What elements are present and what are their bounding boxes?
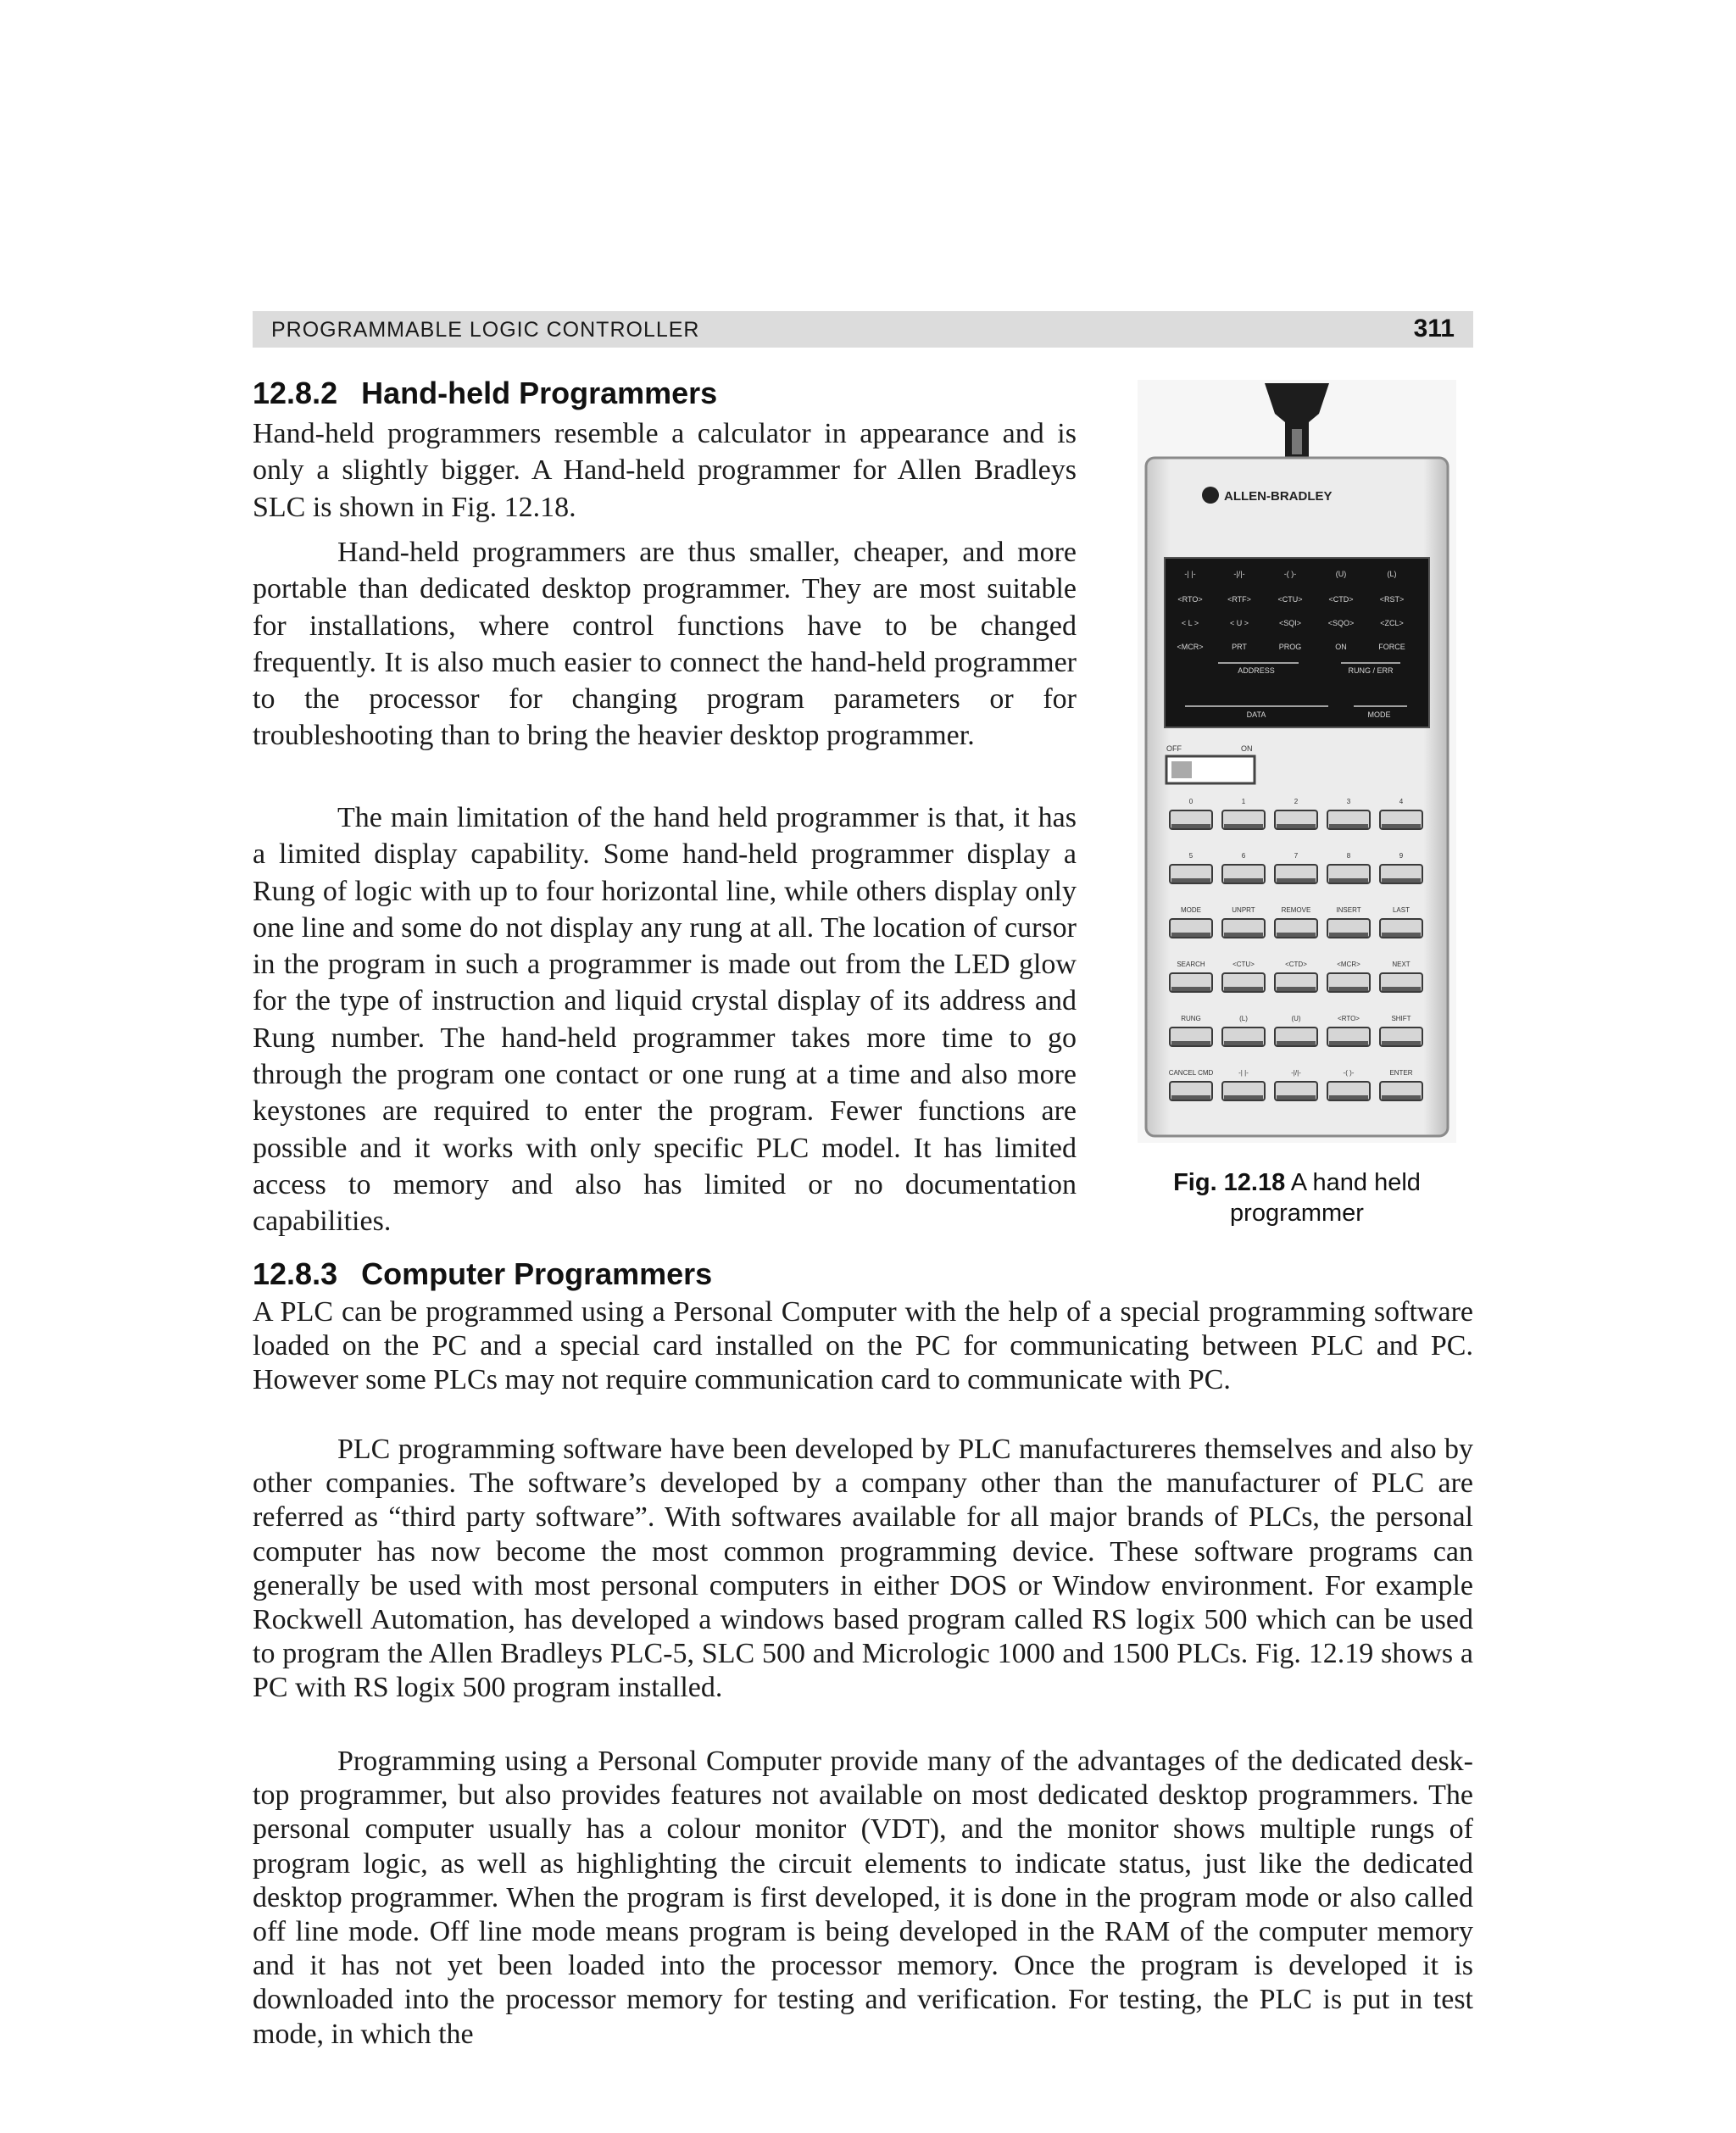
display-label: PRT	[1232, 643, 1247, 651]
key-label: <CTD>	[1285, 961, 1307, 968]
key-label: SEARCH	[1177, 961, 1205, 968]
display-label: (L)	[1387, 570, 1397, 578]
key-label: 3	[1346, 798, 1351, 805]
display-label: FORCE	[1378, 643, 1405, 651]
hand-held-programmer-image	[1138, 380, 1456, 1143]
key-label: UNPRT	[1232, 906, 1255, 914]
display-label: DATA	[1246, 710, 1266, 719]
display-label: <RTF>	[1227, 595, 1251, 604]
display-label: < L >	[1181, 619, 1199, 627]
display-label: ON	[1335, 643, 1347, 651]
display-label: ADDRESS	[1238, 666, 1275, 675]
display-label: <ZCL>	[1380, 619, 1404, 627]
key-label: 4	[1399, 798, 1404, 805]
key-label: <CTU>	[1232, 961, 1255, 968]
display-label: <SQO>	[1327, 619, 1355, 627]
key-label: SHIFT	[1391, 1015, 1411, 1022]
key-label: NEXT	[1392, 961, 1410, 968]
key-label: MODE	[1181, 906, 1201, 914]
section-heading-12-8-3	[253, 1256, 712, 1292]
display-label: <RTO>	[1177, 595, 1203, 604]
key-label: 5	[1188, 852, 1194, 860]
key-label: <RTO>	[1338, 1015, 1360, 1022]
key-label: 2	[1294, 798, 1299, 805]
key-label: RUNG	[1181, 1015, 1201, 1022]
switch-label: OFF	[1166, 744, 1182, 753]
key-label: ENTER	[1389, 1069, 1413, 1077]
display-label: (U)	[1335, 570, 1347, 578]
running-title: PROGRAMMABLE LOGIC CONTROLLER	[271, 318, 700, 342]
paragraph: Programming using a Personal Computer provide many of the advantages of the dedicated desk-top programmer, but also provides features not available on most dedicated desktop programmers. The personal computer usually has a colour monitor (VDT), and the monitor shows multiple rungs of program logic, as well as highlighting the circuit elements to indicate status, just like the dedicated desktop programmer. When the program is first developed, it is done in the program mode or also called off line mode. Off line mode means program is being developed in the RAM of the computer memory and it has not yet been loaded into the processor memory. Once the program is developed it is downloaded into the processor memory for testing and verification. For testing, the PLC is put in test mode, in which the	[253, 1746, 1473, 2050]
section-heading-12-8-2	[253, 376, 717, 411]
display-label: PROG	[1278, 643, 1302, 651]
switch-label: ON	[1241, 744, 1253, 753]
key-label: REMOVE	[1281, 906, 1311, 914]
section-title: Computer Programmers	[361, 1256, 713, 1291]
display-label: RUNG / ERR	[1348, 666, 1394, 675]
display-label: < U >	[1229, 619, 1249, 627]
key-label: <MCR>	[1337, 961, 1360, 968]
display-label: -| |-	[1184, 570, 1196, 578]
page-number: 311	[1413, 315, 1455, 343]
key-label: 6	[1241, 852, 1246, 860]
key-label: 9	[1399, 852, 1404, 860]
display-label: <CTD>	[1328, 595, 1354, 604]
display-label: <SQI>	[1278, 619, 1302, 627]
key-label: CANCEL CMD	[1168, 1069, 1214, 1077]
key-label: 8	[1346, 852, 1351, 860]
paragraph: Hand-held programmers are thus smaller, cheaper, and more portable than dedicated desktop programmer. They are most suitable for installations, where control functions have to be changed frequently. It is also much easier to connect the hand-held programmer to the processor for changing program parameters or for troubleshooting than to bring the heavier desktop programmer.	[253, 537, 1077, 752]
running-header	[253, 311, 1473, 348]
key-label: INSERT	[1336, 906, 1361, 914]
section-title: Hand-held Programmers	[361, 376, 718, 410]
section-number: 12.8.2	[253, 376, 338, 410]
figure-label: Fig. 12.18	[1173, 1169, 1286, 1196]
display-label: MODE	[1367, 710, 1391, 719]
display-label: <CTU>	[1277, 595, 1303, 604]
brand-label: ALLEN-BRADLEY	[1224, 489, 1333, 504]
key-label: -( )-	[1343, 1069, 1355, 1077]
key-label: 0	[1188, 798, 1194, 805]
figure-caption	[1127, 1167, 1466, 1228]
section-number: 12.8.3	[253, 1256, 338, 1291]
display-label: -|/|-	[1233, 570, 1245, 578]
key-label: -| |-	[1238, 1069, 1249, 1077]
key-label: (U)	[1291, 1015, 1301, 1022]
paragraph: A PLC can be programmed using a Personal Computer with the help of a special programming software loaded on the PC and a special card installed on the PC for communicating between PLC and PC. However some PLCs may not require communication card to communicate with PC.	[253, 1296, 1473, 1396]
paragraph: Hand-held programmers resemble a calculator in appearance and is only a slightly bigger. A Hand-held programmer for Allen Bradleys SLC is shown in Fig. 12.18.	[253, 418, 1077, 523]
paragraph: The main limitation of the hand held programmer is that, it has a limited display capability. Some hand-held programmer display a Rung of logic with up to four horizontal line, while others display only one line and some do not display any rung at all. The location of cursor in the program in such a programmer is made out from the LED glow for the type of instruction and liquid crystal display of its address and Rung number. The hand-held programmer takes more time to go through the program one contact or one rung at a time and also more keystones are required to enter the program. Fewer functions are possible and it works with only specific PLC model. It has limited access to memory and also has limited or no documentation capabilities.	[253, 802, 1077, 1238]
display-label: <MCR>	[1177, 643, 1204, 651]
key-label: LAST	[1392, 906, 1410, 914]
display-label: <RST>	[1379, 595, 1405, 604]
key-label: -|/|-	[1291, 1069, 1301, 1077]
key-label: 1	[1241, 798, 1246, 805]
key-label: 7	[1294, 852, 1299, 860]
paragraph: PLC programming software have been developed by PLC manufactureres themselves and also by other companies. The software’s developed by a company other than the manufacturer of PLC are referred as “third party software”. With softwares available for all major brands of PLCs, the personal computer has now become the most common programming device. These software programs can generally be used with most personal computers in either DOS or Window environment. For example Rockwell Automation, has developed a windows based program called RS logix 500 which can be used to program the Allen Bradleys PLC-5, SLC 500 and Micrologic 1000 and 1500 PLCs. Fig. 12.19 shows a PC with RS logix 500 program installed.	[253, 1434, 1473, 1704]
allen-bradley-logo-icon	[1202, 487, 1219, 504]
figure-caption-text: A hand held programmer	[1230, 1169, 1421, 1227]
display-label: -( )-	[1283, 570, 1297, 578]
key-label: (L)	[1239, 1015, 1248, 1022]
